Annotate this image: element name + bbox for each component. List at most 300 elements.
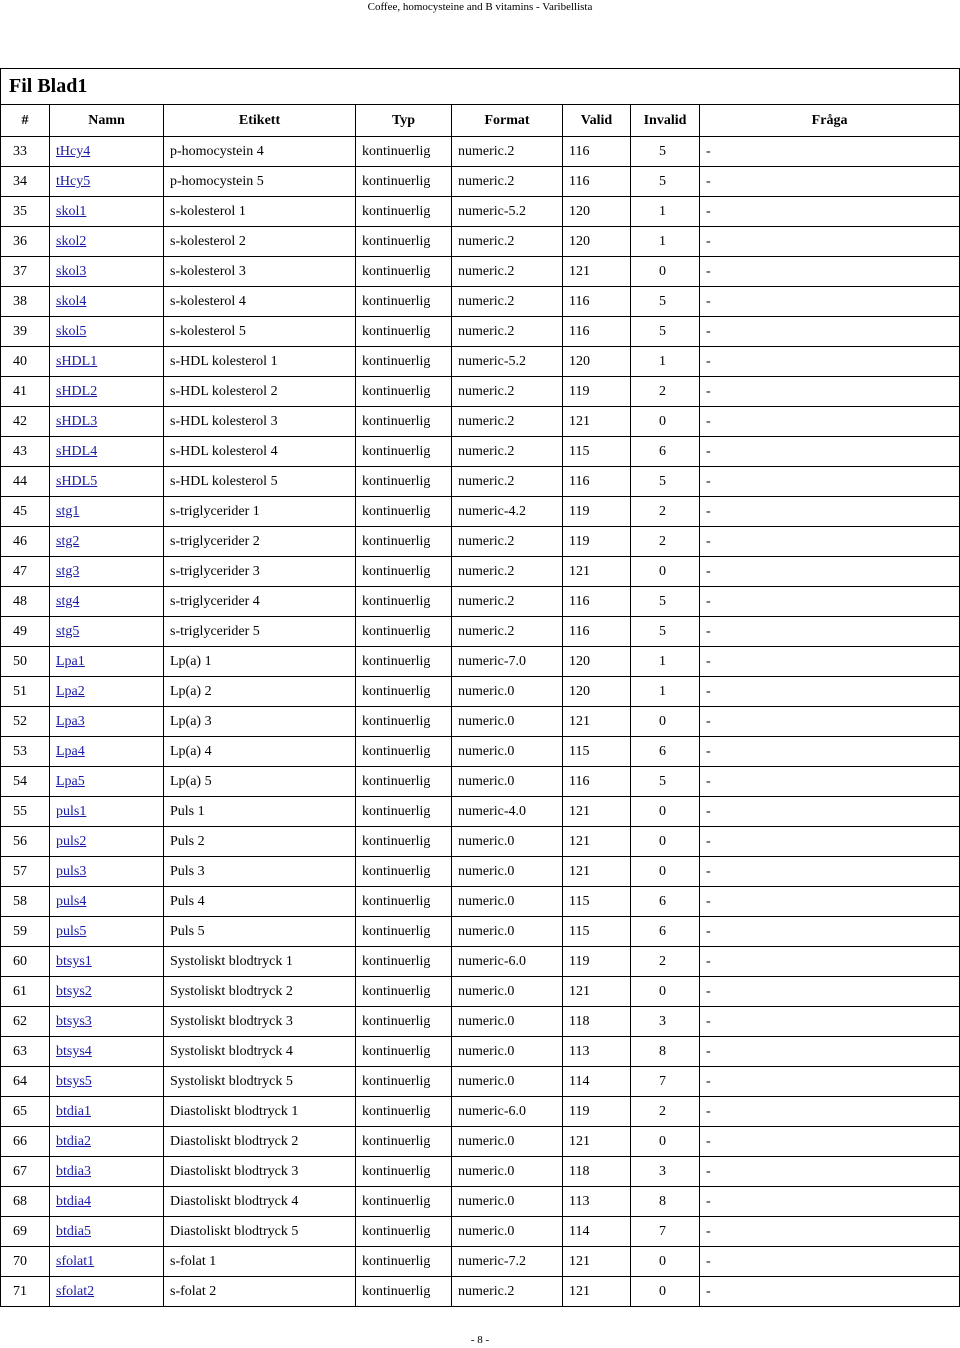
cell-format: numeric.0 (452, 977, 563, 1007)
variable-name-link[interactable]: puls2 (56, 834, 87, 849)
cell-fraga: - (700, 917, 960, 947)
variable-name-link[interactable]: stg4 (56, 594, 80, 609)
variable-name-link[interactable]: Lpa4 (56, 744, 85, 759)
cell-index: 51 (1, 677, 50, 707)
table-row (1, 1007, 960, 1037)
cell-typ: kontinuerlig (356, 1277, 452, 1307)
cell-index: 60 (1, 947, 50, 977)
cell-typ: kontinuerlig (356, 767, 452, 797)
cell-invalid: 2 (631, 947, 700, 977)
cell-etikett: s-HDL kolesterol 2 (164, 377, 356, 407)
cell-valid: 116 (563, 587, 631, 617)
table-row (1, 437, 960, 467)
cell-valid: 120 (563, 227, 631, 257)
cell-format: numeric-5.2 (452, 347, 563, 377)
cell-valid: 114 (563, 1217, 631, 1247)
variable-name-link[interactable]: btsys1 (56, 954, 92, 969)
cell-invalid: 6 (631, 917, 700, 947)
cell-typ: kontinuerlig (356, 737, 452, 767)
cell-typ: kontinuerlig (356, 257, 452, 287)
table-row (1, 617, 960, 647)
variable-name-link[interactable]: skol4 (56, 294, 87, 309)
cell-valid: 121 (563, 1277, 631, 1307)
cell-valid: 116 (563, 167, 631, 197)
cell-namn-link (50, 1097, 164, 1127)
cell-etikett: s-triglycerider 3 (164, 557, 356, 587)
cell-format: numeric.0 (452, 677, 563, 707)
variable-name-link[interactable]: tHcy5 (56, 174, 91, 189)
variable-name-link[interactable]: skol5 (56, 324, 87, 339)
cell-index: 39 (1, 317, 50, 347)
table-row (1, 257, 960, 287)
cell-etikett: Lp(a) 3 (164, 707, 356, 737)
cell-format: numeric.2 (452, 257, 563, 287)
table-row (1, 167, 960, 197)
cell-index: 36 (1, 227, 50, 257)
cell-etikett: Systoliskt blodtryck 2 (164, 977, 356, 1007)
cell-fraga: - (700, 587, 960, 617)
cell-valid: 121 (563, 1247, 631, 1277)
cell-namn-link (50, 707, 164, 737)
variable-name-link[interactable]: Lpa5 (56, 774, 85, 789)
cell-fraga: - (700, 1097, 960, 1127)
cell-invalid: 0 (631, 257, 700, 287)
cell-valid: 119 (563, 1097, 631, 1127)
cell-format: numeric.0 (452, 857, 563, 887)
cell-invalid: 1 (631, 677, 700, 707)
cell-etikett: s-HDL kolesterol 4 (164, 437, 356, 467)
table-row (1, 197, 960, 227)
cell-namn-link (50, 497, 164, 527)
cell-format: numeric.0 (452, 767, 563, 797)
variable-name-link[interactable]: puls5 (56, 924, 87, 939)
cell-typ: kontinuerlig (356, 797, 452, 827)
cell-invalid: 5 (631, 167, 700, 197)
cell-invalid: 5 (631, 617, 700, 647)
cell-namn-link (50, 947, 164, 977)
cell-typ: kontinuerlig (356, 917, 452, 947)
cell-invalid: 1 (631, 347, 700, 377)
cell-invalid: 0 (631, 797, 700, 827)
table-row (1, 497, 960, 527)
variable-name-link[interactable]: sHDL2 (56, 384, 98, 399)
cell-etikett: s-kolesterol 5 (164, 317, 356, 347)
cell-format: numeric.0 (452, 1157, 563, 1187)
cell-fraga: - (700, 1187, 960, 1217)
cell-fraga: - (700, 647, 960, 677)
cell-index: 41 (1, 377, 50, 407)
cell-invalid: 2 (631, 527, 700, 557)
cell-index: 71 (1, 1277, 50, 1307)
variable-name-link[interactable]: puls3 (56, 864, 87, 879)
cell-typ: kontinuerlig (356, 647, 452, 677)
column-header-invalid: Invalid (631, 105, 700, 137)
cell-fraga: - (700, 197, 960, 227)
cell-etikett: Systoliskt blodtryck 3 (164, 1007, 356, 1037)
cell-fraga: - (700, 257, 960, 287)
cell-valid: 118 (563, 1007, 631, 1037)
cell-valid: 115 (563, 887, 631, 917)
cell-etikett: Puls 4 (164, 887, 356, 917)
table-row (1, 1097, 960, 1127)
cell-valid: 113 (563, 1187, 631, 1217)
table-row (1, 737, 960, 767)
column-header-namn: Namn (50, 105, 164, 137)
cell-etikett: Lp(a) 1 (164, 647, 356, 677)
cell-fraga: - (700, 737, 960, 767)
cell-valid: 113 (563, 1037, 631, 1067)
cell-format: numeric.0 (452, 1127, 563, 1157)
cell-invalid: 7 (631, 1067, 700, 1097)
cell-index: 57 (1, 857, 50, 887)
cell-format: numeric.2 (452, 1277, 563, 1307)
cell-index: 55 (1, 797, 50, 827)
cell-namn-link (50, 1007, 164, 1037)
variable-name-link[interactable]: sHDL5 (56, 474, 98, 489)
cell-invalid: 2 (631, 377, 700, 407)
cell-index: 70 (1, 1247, 50, 1277)
cell-invalid: 7 (631, 1217, 700, 1247)
cell-valid: 119 (563, 377, 631, 407)
variable-name-link[interactable]: sfolat2 (56, 1284, 95, 1299)
cell-format: numeric.2 (452, 437, 563, 467)
cell-namn-link (50, 887, 164, 917)
cell-format: numeric-4.0 (452, 797, 563, 827)
cell-valid: 119 (563, 497, 631, 527)
cell-format: numeric.0 (452, 1187, 563, 1217)
cell-typ: kontinuerlig (356, 197, 452, 227)
cell-typ: kontinuerlig (356, 1127, 452, 1157)
cell-index: 35 (1, 197, 50, 227)
cell-namn-link (50, 857, 164, 887)
variable-name-link[interactable]: btdia2 (56, 1134, 91, 1149)
cell-invalid: 0 (631, 827, 700, 857)
cell-format: numeric-4.2 (452, 497, 563, 527)
cell-namn-link (50, 587, 164, 617)
cell-fraga: - (700, 287, 960, 317)
column-header-etikett: Etikett (164, 105, 356, 137)
cell-format: numeric.0 (452, 917, 563, 947)
cell-valid: 121 (563, 557, 631, 587)
variable-name-link[interactable]: btsys4 (56, 1044, 92, 1059)
cell-format: numeric.0 (452, 1037, 563, 1067)
variable-name-link[interactable]: btdia1 (56, 1104, 91, 1119)
cell-format: numeric.2 (452, 287, 563, 317)
cell-namn-link (50, 1187, 164, 1217)
cell-valid: 120 (563, 677, 631, 707)
page-number: - 8 - (470, 1334, 490, 1346)
cell-typ: kontinuerlig (356, 1067, 452, 1097)
variable-name-link[interactable]: skol2 (56, 234, 87, 249)
cell-fraga: - (700, 167, 960, 197)
table-row (1, 677, 960, 707)
cell-typ: kontinuerlig (356, 467, 452, 497)
table-row (1, 1247, 960, 1277)
cell-fraga: - (700, 977, 960, 1007)
cell-valid: 116 (563, 287, 631, 317)
variable-name-link[interactable]: Lpa2 (56, 684, 85, 699)
cell-invalid: 5 (631, 317, 700, 347)
cell-index: 43 (1, 437, 50, 467)
cell-etikett: s-kolesterol 3 (164, 257, 356, 287)
cell-index: 50 (1, 647, 50, 677)
cell-invalid: 0 (631, 977, 700, 1007)
cell-invalid: 6 (631, 737, 700, 767)
cell-etikett: s-triglycerider 1 (164, 497, 356, 527)
cell-valid: 121 (563, 257, 631, 287)
cell-format: numeric.2 (452, 137, 563, 167)
table-row (1, 1067, 960, 1097)
cell-typ: kontinuerlig (356, 1217, 452, 1247)
cell-valid: 116 (563, 467, 631, 497)
cell-namn-link (50, 557, 164, 587)
table-row (1, 797, 960, 827)
cell-namn-link (50, 1217, 164, 1247)
table-row (1, 857, 960, 887)
table-row (1, 317, 960, 347)
cell-etikett: s-HDL kolesterol 3 (164, 407, 356, 437)
table-row (1, 347, 960, 377)
cell-format: numeric-6.0 (452, 1097, 563, 1127)
cell-index: 64 (1, 1067, 50, 1097)
variable-name-link[interactable]: btdia5 (56, 1224, 91, 1239)
table-row (1, 1157, 960, 1187)
cell-invalid: 0 (631, 557, 700, 587)
cell-typ: kontinuerlig (356, 347, 452, 377)
variable-name-link[interactable]: stg2 (56, 534, 80, 549)
cell-valid: 121 (563, 827, 631, 857)
table-row (1, 287, 960, 317)
cell-index: 49 (1, 617, 50, 647)
cell-index: 42 (1, 407, 50, 437)
cell-format: numeric.0 (452, 1217, 563, 1247)
cell-index: 66 (1, 1127, 50, 1157)
cell-format: numeric.2 (452, 527, 563, 557)
cell-namn-link (50, 1067, 164, 1097)
cell-typ: kontinuerlig (356, 827, 452, 857)
cell-format: numeric.2 (452, 407, 563, 437)
cell-etikett: Diastoliskt blodtryck 2 (164, 1127, 356, 1157)
cell-namn-link (50, 227, 164, 257)
cell-namn-link (50, 407, 164, 437)
cell-index: 53 (1, 737, 50, 767)
sheet-title: Fil Blad1 (1, 69, 960, 105)
cell-typ: kontinuerlig (356, 527, 452, 557)
cell-namn-link (50, 1037, 164, 1067)
cell-typ: kontinuerlig (356, 887, 452, 917)
page-header: Coffee, homocysteine and B vitamins - Varibellista (367, 1, 593, 13)
cell-etikett: s-folat 1 (164, 1247, 356, 1277)
cell-index: 44 (1, 467, 50, 497)
table-row (1, 1127, 960, 1157)
table-row (1, 887, 960, 917)
cell-namn-link (50, 1127, 164, 1157)
cell-typ: kontinuerlig (356, 317, 452, 347)
variable-name-link[interactable]: Lpa1 (56, 654, 85, 669)
variable-name-link[interactable]: puls4 (56, 894, 87, 909)
cell-format: numeric-5.2 (452, 197, 563, 227)
cell-namn-link (50, 137, 164, 167)
cell-index: 65 (1, 1097, 50, 1127)
variable-name-link[interactable]: btsys3 (56, 1014, 92, 1029)
cell-format: numeric.2 (452, 317, 563, 347)
cell-invalid: 0 (631, 407, 700, 437)
table-row (1, 1277, 960, 1307)
cell-typ: kontinuerlig (356, 1187, 452, 1217)
cell-etikett: Puls 5 (164, 917, 356, 947)
cell-etikett: s-HDL kolesterol 5 (164, 467, 356, 497)
cell-fraga: - (700, 317, 960, 347)
cell-etikett: Puls 3 (164, 857, 356, 887)
cell-typ: kontinuerlig (356, 1007, 452, 1037)
cell-valid: 115 (563, 737, 631, 767)
cell-fraga: - (700, 527, 960, 557)
cell-namn-link (50, 797, 164, 827)
table-row (1, 227, 960, 257)
cell-fraga: - (700, 407, 960, 437)
cell-etikett: Diastoliskt blodtryck 3 (164, 1157, 356, 1187)
cell-valid: 118 (563, 1157, 631, 1187)
table-row (1, 947, 960, 977)
cell-format: numeric-6.0 (452, 947, 563, 977)
variable-name-link[interactable]: btsys2 (56, 984, 92, 999)
cell-etikett: Puls 2 (164, 827, 356, 857)
cell-format: numeric-7.0 (452, 647, 563, 677)
variable-name-link[interactable]: stg1 (56, 504, 80, 519)
cell-typ: kontinuerlig (356, 707, 452, 737)
variable-name-link[interactable]: btdia4 (56, 1194, 91, 1209)
variable-name-link[interactable]: stg5 (56, 624, 80, 639)
cell-index: 61 (1, 977, 50, 1007)
cell-invalid: 0 (631, 1277, 700, 1307)
table-row (1, 1187, 960, 1217)
cell-namn-link (50, 527, 164, 557)
variable-name-link[interactable]: sHDL3 (56, 414, 98, 429)
cell-invalid: 0 (631, 1127, 700, 1157)
cell-valid: 116 (563, 137, 631, 167)
variable-name-link[interactable]: sHDL4 (56, 444, 98, 459)
cell-valid: 115 (563, 917, 631, 947)
variable-name-link[interactable]: skol3 (56, 264, 87, 279)
cell-format: numeric.0 (452, 707, 563, 737)
cell-namn-link (50, 1277, 164, 1307)
table-row (1, 647, 960, 677)
cell-index: 62 (1, 1007, 50, 1037)
cell-fraga: - (700, 677, 960, 707)
cell-format: numeric.2 (452, 587, 563, 617)
cell-namn-link (50, 617, 164, 647)
cell-invalid: 6 (631, 437, 700, 467)
cell-valid: 120 (563, 347, 631, 377)
cell-etikett: p-homocystein 4 (164, 137, 356, 167)
cell-invalid: 5 (631, 467, 700, 497)
cell-etikett: Lp(a) 5 (164, 767, 356, 797)
table-body (1, 137, 960, 1307)
cell-etikett: s-folat 2 (164, 1277, 356, 1307)
cell-invalid: 3 (631, 1157, 700, 1187)
cell-index: 56 (1, 827, 50, 857)
cell-typ: kontinuerlig (356, 977, 452, 1007)
cell-etikett: s-triglycerider 5 (164, 617, 356, 647)
cell-fraga: - (700, 947, 960, 977)
cell-typ: kontinuerlig (356, 377, 452, 407)
cell-etikett: Systoliskt blodtryck 4 (164, 1037, 356, 1067)
cell-invalid: 2 (631, 1097, 700, 1127)
cell-fraga: - (700, 227, 960, 257)
cell-typ: kontinuerlig (356, 587, 452, 617)
cell-index: 37 (1, 257, 50, 287)
cell-typ: kontinuerlig (356, 497, 452, 527)
cell-namn-link (50, 827, 164, 857)
variable-name-link[interactable]: btsys5 (56, 1074, 92, 1089)
cell-invalid: 5 (631, 767, 700, 797)
cell-valid: 114 (563, 1067, 631, 1097)
variable-name-link[interactable]: skol1 (56, 204, 87, 219)
cell-typ: kontinuerlig (356, 677, 452, 707)
cell-index: 40 (1, 347, 50, 377)
cell-format: numeric.2 (452, 167, 563, 197)
cell-valid: 116 (563, 617, 631, 647)
cell-invalid: 1 (631, 227, 700, 257)
cell-fraga: - (700, 377, 960, 407)
cell-typ: kontinuerlig (356, 1157, 452, 1187)
cell-typ: kontinuerlig (356, 617, 452, 647)
column-header-typ: Typ (356, 105, 452, 137)
cell-fraga: - (700, 617, 960, 647)
cell-format: numeric.0 (452, 1007, 563, 1037)
cell-valid: 121 (563, 707, 631, 737)
cell-namn-link (50, 917, 164, 947)
cell-typ: kontinuerlig (356, 857, 452, 887)
cell-typ: kontinuerlig (356, 437, 452, 467)
cell-valid: 116 (563, 317, 631, 347)
cell-typ: kontinuerlig (356, 947, 452, 977)
variable-name-link[interactable]: btdia3 (56, 1164, 91, 1179)
cell-etikett: Systoliskt blodtryck 5 (164, 1067, 356, 1097)
variable-name-link[interactable]: sfolat1 (56, 1254, 95, 1269)
cell-etikett: s-triglycerider 2 (164, 527, 356, 557)
cell-fraga: - (700, 467, 960, 497)
cell-fraga: - (700, 887, 960, 917)
column-header-format: Format (452, 105, 563, 137)
cell-index: 67 (1, 1157, 50, 1187)
cell-valid: 121 (563, 797, 631, 827)
cell-fraga: - (700, 347, 960, 377)
variable-name-link[interactable]: sHDL1 (56, 354, 98, 369)
cell-index: 52 (1, 707, 50, 737)
cell-invalid: 3 (631, 1007, 700, 1037)
cell-etikett: s-triglycerider 4 (164, 587, 356, 617)
cell-fraga: - (700, 557, 960, 587)
cell-invalid: 5 (631, 587, 700, 617)
cell-namn-link (50, 377, 164, 407)
table-header-row (1, 105, 960, 137)
cell-namn-link (50, 1157, 164, 1187)
cell-fraga: - (700, 1037, 960, 1067)
cell-namn-link (50, 437, 164, 467)
table-row (1, 467, 960, 497)
cell-index: 63 (1, 1037, 50, 1067)
variable-name-link[interactable]: stg3 (56, 564, 80, 579)
variable-name-link[interactable]: Lpa3 (56, 714, 85, 729)
cell-index: 48 (1, 587, 50, 617)
cell-format: numeric.0 (452, 887, 563, 917)
variable-name-link[interactable]: tHcy4 (56, 144, 91, 159)
cell-fraga: - (700, 767, 960, 797)
variable-name-link[interactable]: puls1 (56, 804, 87, 819)
cell-typ: kontinuerlig (356, 227, 452, 257)
cell-fraga: - (700, 437, 960, 467)
